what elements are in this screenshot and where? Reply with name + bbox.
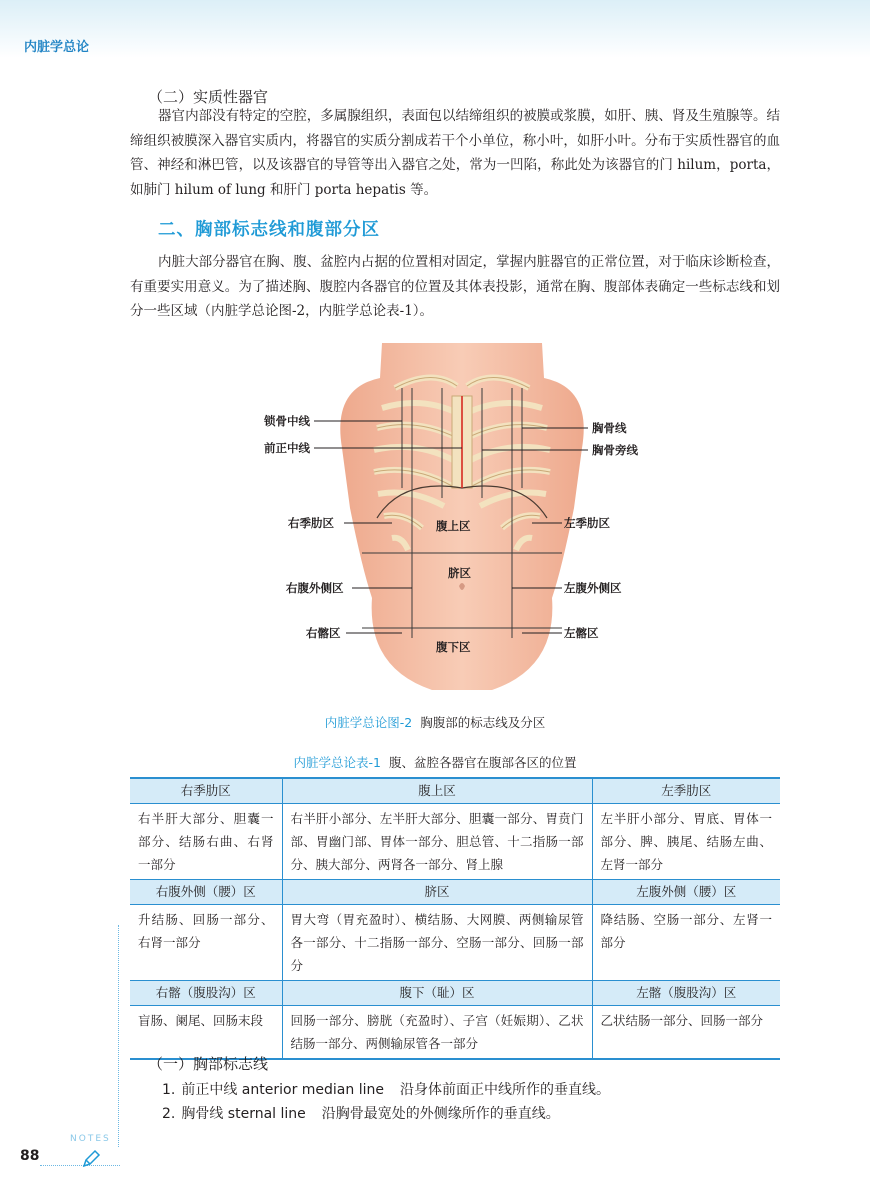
- table-header-cell: 腹下（耻）区: [282, 981, 592, 1006]
- table-cell: 胃大弯（胃充盈时）、横结肠、大网膜、两侧输尿管各一部分、十二指肠一部分、空肠一部分、回肠一部分: [282, 905, 592, 981]
- torso-silhouette: [340, 343, 583, 690]
- solid-organs-paragraph: 器官内部没有特定的空腔，多属腺组织，表面包以结缔组织的被膜或浆膜，如肝、胰、肾及生殖腺等。结缔组织被膜深入器官实质内，将器官的实质分割成若干个小单位，称小叶，如肝小叶。分布于实质性器官的血管、神经和淋巴管，以及该器官的导管等出入器官之处，常为一凹陷，称此处为该器官的门 hilum，porta，如肺门 hilum of lung 和肝门 porta hepatis 等。: [130, 108, 780, 198]
- table-header-cell: 腹上区: [282, 778, 592, 804]
- table-row: [130, 1006, 780, 1060]
- table-header-cell: 左腹外侧（腰）区: [592, 880, 780, 905]
- pencil-icon: [80, 1148, 102, 1170]
- table-row: [130, 905, 780, 981]
- table-cell: 乙状结肠一部分、回肠一部分: [592, 1006, 780, 1060]
- section-title: 二、胸部标志线和腹部分区: [158, 220, 380, 240]
- page-number: 88: [20, 1148, 40, 1164]
- table-cell: 右半肝大部分、胆囊一部分、结肠右曲、右肾一部分: [130, 804, 282, 880]
- label-clavicular-line: 锁骨中线: [264, 414, 310, 428]
- label-umbilical: 脐区: [448, 566, 471, 580]
- table-header-cell: 右腹外侧（腰）区: [130, 880, 282, 905]
- table-header-row: [130, 778, 780, 804]
- section-intro-paragraph: 内脏大部分器官在胸、腹、盆腔内占据的位置相对固定，掌握内脏器官的正常位置，对于临床诊断检查，有重要实用意义。为了描述胸、腹腔内各器官的位置及其体表投影，通常在胸、腹部体表确定一些标志线和划分一些区域（内脏学总论图-2，内脏学总论表-1）。: [130, 254, 780, 319]
- label-right-lumbar: 右腹外侧区: [286, 581, 344, 595]
- table-header-cell: 左季肋区: [592, 778, 780, 804]
- list-item: 2. 胸骨线 sternal line 沿胸骨最宽处的外侧缘所作的垂直线。: [162, 1106, 560, 1122]
- table-cell: 回肠一部分、膀胱（充盈时）、子宫（妊娠期）、乙状结肠一部分、两侧输尿管各一部分: [282, 1006, 592, 1060]
- label-sternal-line: 胸骨线: [592, 421, 627, 435]
- label-epigastric: 腹上区: [436, 519, 471, 533]
- table-header-cell: 右髂（腹股沟）区: [130, 981, 282, 1006]
- running-header: 内脏学总论: [24, 40, 90, 55]
- table-cell: 盲肠、阑尾、回肠末段: [130, 1006, 282, 1060]
- table-cell: 降结肠、空肠一部分、左肾一部分: [592, 905, 780, 981]
- label-left-hypochondriac: 左季肋区: [564, 516, 610, 530]
- table-caption: 内脏学总论表-1 腹、盆腔各器官在腹部各区的位置: [293, 755, 577, 770]
- label-hypogastric: 腹下区: [436, 640, 471, 654]
- table-header-row: [130, 981, 780, 1006]
- header-bar: [0, 0, 870, 58]
- table-cell: 右半肝小部分、左半肝大部分、胆囊一部分、胃贲门部、胃幽门部、胃体一部分、胆总管、十二指肠一部分、胰大部分、两肾各一部分、肾上腺: [282, 804, 592, 880]
- notes-margin-rule: [118, 925, 119, 1147]
- label-right-iliac: 右髂区: [306, 626, 341, 640]
- list-item: 1. 前正中线 anterior median line 沿身体前面正中线所作的垂直线。: [162, 1082, 610, 1098]
- table-row: [130, 804, 780, 880]
- table-header-cell: 右季肋区: [130, 778, 282, 804]
- label-left-iliac: 左髂区: [564, 626, 599, 640]
- figure-caption: 内脏学总论图-2 胸腹部的标志线及分区: [324, 715, 546, 730]
- solid-organs-heading: （二）实质性器官: [148, 88, 269, 106]
- table-header-row: [130, 880, 780, 905]
- label-median-line: 前正中线: [264, 441, 310, 455]
- label-parasternal-line: 胸骨旁线: [592, 443, 638, 457]
- table-cell: 左半肝小部分、胃底、胃体一部分、脾、胰尾、结肠左曲、左肾一部分: [592, 804, 780, 880]
- chest-lines-heading: （一）胸部标志线: [148, 1055, 269, 1073]
- table-header-cell: 左髂（腹股沟）区: [592, 981, 780, 1006]
- notes-label: NOTES: [70, 1134, 111, 1144]
- table-header-cell: 脐区: [282, 880, 592, 905]
- torso-figure: [252, 338, 672, 698]
- label-right-hypochondriac: 右季肋区: [288, 516, 334, 530]
- table-cell: 升结肠、回肠一部分、右肾一部分: [130, 905, 282, 981]
- region-table: [130, 777, 780, 1060]
- label-left-lumbar: 左腹外侧区: [564, 581, 622, 595]
